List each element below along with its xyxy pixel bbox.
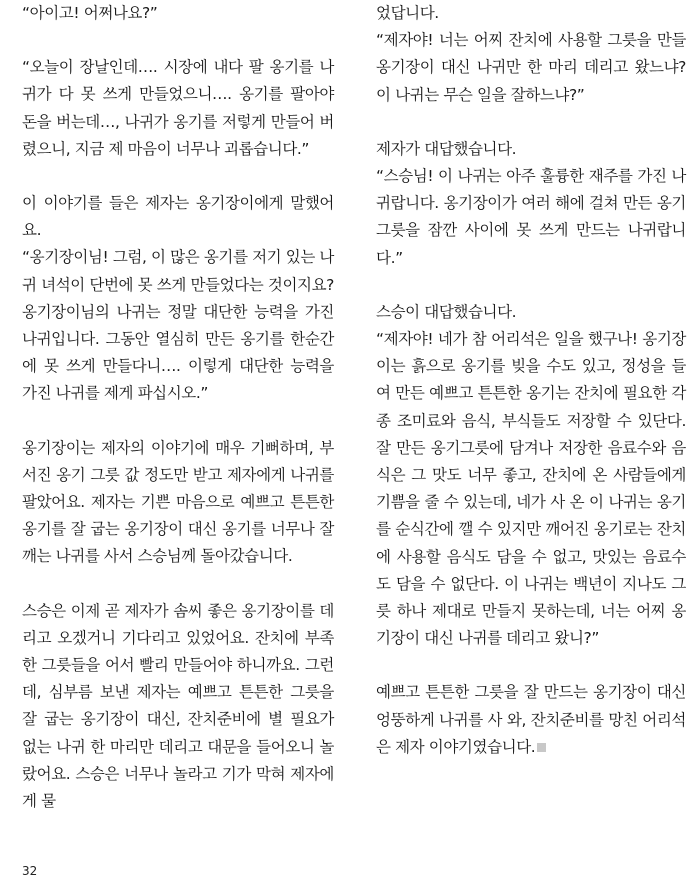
end-mark-icon [537,743,546,752]
paragraph: “아이고! 어쩌나요?” [22,4,158,22]
left-column [22,0,334,815]
paragraph: 제자가 대답했습니다. [376,139,517,158]
paragraph: “제자야! 너는 어찌 잔치에 사용할 그릇을 만들 옹기장이 대신 나귀만 한 마리 데리고 왔느냐? 이 나귀는 무슨 일을 잘하느냐?” [376,31,686,104]
paragraph: 옹기장이는 제자의 이야기에 매우 기뻐하며, 부서진 옹기 그릇 값 정도만 받고 제자에게 나귀를 팔았어요. 제자는 기쁜 마음으로 예쁘고 튼튼한 옹기를 잘 굽는 옹기장이 대신 옹기를 너무나 잘 깨는 나귀를 사서 스승님께 돌아갔습니다. [22,438,334,566]
paragraph: “제자야! 네가 참 어리석은 일을 했구나! 옹기장이는 흙으로 옹기를 빚을 수도 있고, 정성을 들여 만든 예쁘고 튼튼한 옹기는 잔치에 필요한 각종 조미료와 음식, 부식들도 저장할 수 있단다. 잘 만든 옹기그릇에 담겨나 저장한 음료수와 음식은 그 맛도 너무 좋고, 잔치에 온 사람들에게 기쁨을 줄 수 있는데, 네가 사 온 이 나귀는 옹기를 순식간에 깰 수 있지만 깨어진 옹기로는 잔치에 사용할 음식도 담을 수 없고, 맛있는 음료수도 담을 수 없단다. 이 나귀는 백년이 지나도 그릇 하나 제대로 만들지 못하는데, 너는 어찌 옹기장이 대신 나귀를 데리고 왔니?” [376,330,686,648]
paragraph: 스승이 대답했습니다. [376,302,517,321]
paragraph: “옹기장이님! 그럼, 이 많은 옹기를 저기 있는 나귀 녀석이 단번에 못 쓰게 만들었다는 것이지요? 옹기장이님의 나귀는 정말 대단한 능력을 가진 나귀입니다. 그동안 열심히 만든 옹기를 한순간에 못 쓰게 만들다니…. 이렇게 대단한 능력을 가진 나귀를 제게 파십시오.” [22,248,334,403]
page-number: 32 [22,864,38,878]
final-paragraph-text: 예쁘고 튼튼한 그릇을 잘 만드는 옹기장이 대신 엉뚱하게 나귀를 사 와, 잔치준비를 망친 어리석은 제자 이야기였습니다. [376,683,686,756]
paragraph: 이 이야기를 들은 제자는 옹기장이에게 말했어요. [22,194,334,240]
paragraph: “스승님! 이 나귀는 아주 훌륭한 재주를 가진 나귀랍니다. 옹기장이가 여러 해에 걸쳐 만든 옹기 그릇을 잠깐 사이에 못 쓰게 만드는 나귀랍니다.” [376,167,686,267]
paragraph: 스승은 이제 곧 제자가 솜씨 좋은 옹기장이를 데리고 오겠거니 기다리고 있었어요. 잔치에 부족한 그릇들을 어서 빨리 만들어야 하니까요. 그런데, 심부름 보낸 제자는 예쁘고 튼튼한 그릇을 잘 굽는 옹기장이 대신, 잔치준비에 별 필요가 없는 나귀 한 마리만 데리고 대문을 들어오니 놀랐어요. 스승은 너무나 놀라고 기가 막혀 제자에게 물 [22,601,334,811]
final-paragraph [376,679,686,761]
paragraph: 었답니다. [376,4,439,22]
right-column [376,0,686,761]
paragraph: “오늘이 장날인데…. 시장에 내다 팔 옹기를 나귀가 다 못 쓰게 만들었으니…. 옹기를 팔아야 돈을 버는데…, 나귀가 옹기를 저렇게 만들어 버렸으니, 지금 제 마음이 너무나 괴롭습니다.” [22,58,334,158]
